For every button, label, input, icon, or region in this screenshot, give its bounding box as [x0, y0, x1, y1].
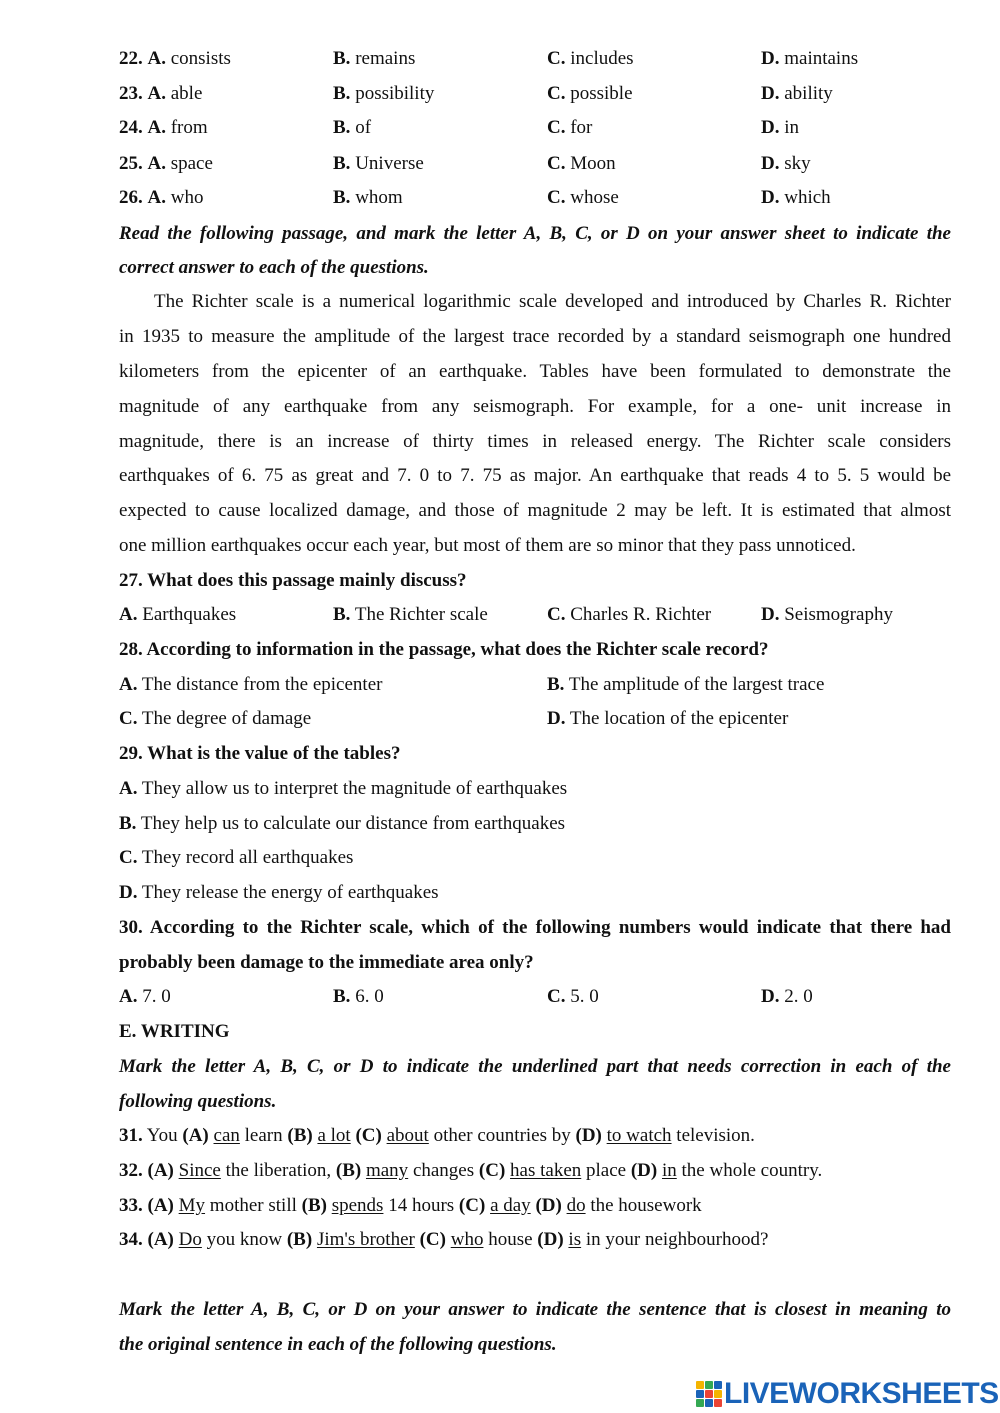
option-d: ability — [784, 83, 833, 104]
passage-line: The Richter scale is a numerical logarithmic scale developed and introduced by Charles R. Richter — [154, 291, 951, 312]
option-a: space — [170, 153, 213, 174]
underlined-part-d: in — [661, 1160, 677, 1181]
option-c: includes — [570, 48, 634, 69]
underlined-part-d: is — [568, 1229, 582, 1250]
option-d: in — [784, 117, 800, 138]
underlined-part-b: many — [365, 1160, 409, 1181]
option-a: 7. 0 — [142, 986, 171, 1007]
question-29: 29. What is the value of the tables? — [119, 743, 401, 764]
reading-instruction-end: correct answer to each of the questions. — [119, 257, 429, 278]
error-instruction-end: following questions. — [119, 1091, 277, 1112]
question-27: 27. What does this passage mainly discuss? — [119, 570, 467, 591]
error-instruction: Mark the letter A, B, C, or D to indicate the underlined part that needs correction in each of the — [119, 1056, 951, 1077]
option-a: The distance from the epicenter — [141, 674, 383, 695]
option-b: of — [355, 117, 372, 138]
option-a: who — [170, 187, 204, 208]
option-b: 6. 0 — [355, 986, 384, 1007]
q28-options-row1: A. The distance from the epicenter B. The amplitude of the largest trace — [119, 674, 825, 695]
logo-text: LIVEWORKSHEETS — [724, 1377, 999, 1410]
meaning-instruction: Mark the letter A, B, C, or D on your answer to indicate the sentence that is closest in meaning to — [119, 1299, 951, 1320]
reading-instruction: Read the following passage, and mark the letter A, B, C, or D on your answer sheet to indicate the — [119, 223, 951, 244]
mcq-row: 25. A. space B. Universe C. Moon D. sky — [119, 153, 811, 174]
option-c: Charles R. Richter — [570, 604, 712, 625]
q29-option-a: A. They allow us to interpret the magnitude of earthquakes — [119, 778, 568, 799]
option-b: The Richter scale — [354, 604, 488, 625]
option-d: The location of the epicenter — [569, 708, 789, 729]
option-c: The degree of damage — [141, 708, 312, 729]
option-a: consists — [170, 48, 231, 69]
question-28: 28. According to information in the passage, what does the Richter scale record? — [119, 639, 769, 660]
option-d: Seismography — [784, 604, 893, 625]
underlined-part-a: can — [213, 1125, 240, 1146]
q28-options-row2: C. The degree of damage D. The location of the epicenter — [119, 708, 789, 729]
option-c: whose — [570, 187, 619, 208]
passage-line: magnitude, there is an increase of thirty times in released energy. The Richter scale considers — [119, 431, 951, 452]
passage-line: expected to cause localized damage, and those of magnitude 2 may be left. It is estimated that almost — [119, 500, 951, 521]
option-a: Earthquakes — [142, 604, 237, 625]
q30-options: A. 7. 0 B. 6. 0 C. 5. 0 D. 2. 0 — [119, 986, 813, 1007]
question-34: 34. (A) Do you know (B) Jim's brother (C) who house (D) is in your neighbourhood? — [119, 1229, 769, 1250]
question-31: 31. You (A) can learn (B) a lot (C) about other countries by (D) to watch television. — [119, 1125, 755, 1146]
mcq-row: 24. A. from B. of C. for D. in — [119, 117, 800, 138]
underlined-part-b: a lot — [317, 1125, 351, 1146]
q29-option-d: D. They release the energy of earthquakes — [119, 882, 439, 903]
question-number: 26. — [119, 187, 143, 208]
underlined-part-d: do — [566, 1195, 586, 1216]
mcq-row: 26. A. who B. whom C. whose D. which — [119, 187, 831, 208]
question-30: 30. According to the Richter scale, which of the following numbers would indicate that there had — [119, 917, 951, 938]
option-d: sky — [784, 153, 811, 174]
underlined-part-b: spends — [331, 1195, 384, 1216]
option-d: 2. 0 — [784, 986, 813, 1007]
underlined-part-d: to watch — [606, 1125, 672, 1146]
option-b: possibility — [355, 83, 435, 104]
section-heading: E. WRITING — [119, 1021, 230, 1042]
option-d: which — [784, 187, 831, 208]
logo-grid-icon — [696, 1381, 722, 1407]
mcq-row: 23. A. able B. possibility C. possible D. ability — [119, 83, 833, 104]
mcq-row: 22. A. consists B. remains C. includes D. maintains — [119, 48, 859, 69]
q29-option-c: C. They record all earthquakes — [119, 847, 354, 868]
option-b: The amplitude of the largest trace — [568, 674, 825, 695]
passage-line: magnitude of any earthquake from any seismograph. For example, for a one- unit increase in — [119, 396, 951, 417]
option-d: maintains — [784, 48, 859, 69]
question-33: 33. (A) My mother still (B) spends 14 hours (C) a day (D) do the housework — [119, 1195, 702, 1216]
underlined-part-b: Jim's brother — [316, 1229, 415, 1250]
passage-line: one million earthquakes occur each year, but most of them are so minor that they pass unnoticed. — [119, 535, 856, 556]
question-number: 23. — [119, 83, 143, 104]
option-b: Universe — [355, 153, 424, 174]
underlined-part-c: about — [386, 1125, 429, 1146]
passage-line: kilometers from the epicenter of an earthquake. Tables have been formulated to demonstrate the — [119, 361, 951, 382]
liveworksheets-logo — [696, 1376, 999, 1412]
passage-line: earthquakes of 6. 75 as great and 7. 0 to 7. 75 as major. An earthquake that reads 4 to 5. 5 would be — [119, 465, 951, 486]
question-number: 25. — [119, 153, 143, 174]
option-c: for — [570, 117, 593, 138]
underlined-part-a: My — [178, 1195, 206, 1216]
option-b: remains — [355, 48, 416, 69]
underlined-part-a: Since — [178, 1160, 221, 1181]
option-c: 5. 0 — [570, 986, 599, 1007]
option-a: able — [170, 83, 203, 104]
q29-option-b: B. They help us to calculate our distance from earthquakes — [119, 813, 566, 834]
underlined-part-c: has taken — [510, 1160, 582, 1181]
q27-options: A. Earthquakes B. The Richter scale C. Charles R. Richter D. Seismography — [119, 604, 893, 625]
question-32: 32. (A) Since the liberation, (B) many changes (C) has taken place (D) in the whole country. — [119, 1160, 823, 1181]
question-number: 22. — [119, 48, 143, 69]
option-b: whom — [355, 187, 403, 208]
meaning-instruction-end: the original sentence in each of the following questions. — [119, 1334, 557, 1355]
passage-line: in 1935 to measure the amplitude of the largest trace recorded by a standard seismograph one hundred — [119, 326, 951, 347]
underlined-part-c: a day — [490, 1195, 531, 1216]
underlined-part-c: who — [450, 1229, 484, 1250]
question-number: 24. — [119, 117, 143, 138]
underlined-part-a: Do — [178, 1229, 202, 1250]
option-c: Moon — [570, 153, 616, 174]
question-30-end: probably been damage to the immediate area only? — [119, 952, 534, 973]
option-c: possible — [570, 83, 633, 104]
option-a: from — [170, 117, 208, 138]
